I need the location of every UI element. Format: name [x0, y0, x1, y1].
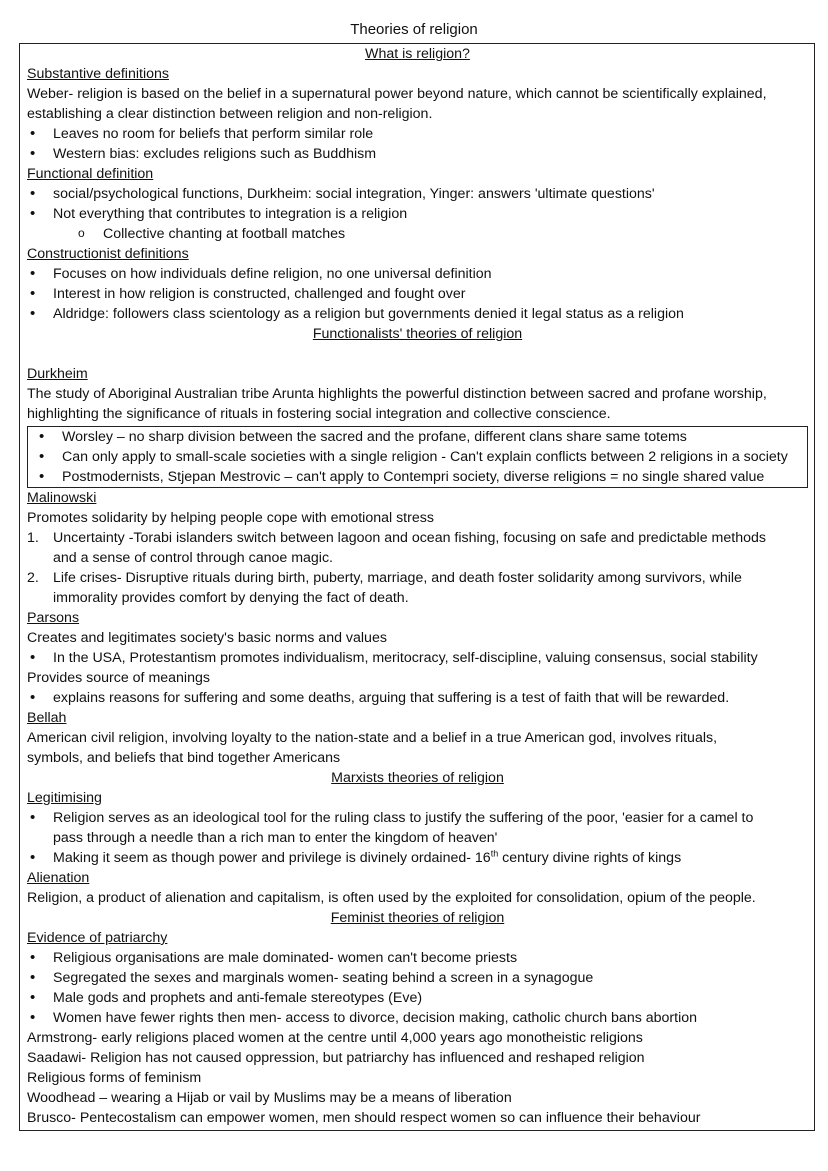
- malinowski-text: Promotes solidarity by helping people cope with emotional stress: [27, 510, 434, 526]
- subheading-bellah: Bellah: [27, 710, 67, 726]
- feminist-line-brusco: Brusco- Pentecostalism can empower women, men should respect women so can influence their behaviour: [27, 1110, 701, 1126]
- subheading-patriarchy: Evidence of patriarchy: [27, 930, 168, 946]
- bullet-line2: pass through a needle than a rich man to enter the kingdom of heaven': [53, 830, 498, 846]
- subheading-functional: Functional definition: [27, 166, 154, 182]
- substantive-bullet: • Leaves no room for beliefs that perform similar role: [27, 124, 808, 144]
- feminist-line-woodhead: Woodhead – wearing a Hijab or vail by Muslims may be a means of liberation: [27, 1090, 512, 1106]
- patriarchy-bullet: • Segregated the sexes and marginals women- seating behind a screen in a synagogue: [27, 968, 808, 988]
- patriarchy-bullet: • Religious organisations are male dominated- women can't become priests: [27, 948, 808, 968]
- subheading-constructionist: Constructionist definitions: [27, 246, 189, 262]
- bullet-line1: • Religion serves as an ideological tool for the ruling class to justify the suffering of the poor, 'easier for a camel to: [53, 810, 754, 826]
- document-title: Theories of religion: [350, 21, 478, 38]
- bellah-text-line1: American civil religion, involving loyalty to the nation-state and a belief in a true American god, involves rituals,: [27, 730, 718, 746]
- durkheim-critique-box: [27, 426, 808, 488]
- functional-bullet: • social/psychological functions, Durkheim: social integration, Yinger: answers 'ultimate questions': [27, 184, 808, 204]
- constructionist-bullet: • Focuses on how individuals define religion, no one universal definition: [27, 264, 808, 284]
- bullet2-text-a: Making it seem as though power and privilege is divinely ordained- 16: [53, 850, 491, 866]
- item-number: 1.: [27, 530, 39, 546]
- section-heading-what-is-religion: What is religion?: [365, 46, 470, 62]
- spacer: [27, 344, 808, 364]
- subheading-durkheim: Durkheim: [27, 366, 88, 382]
- item-line1: Uncertainty -Torabi islanders switch between lagoon and ocean fishing, focusing on safe and predictable methods: [53, 530, 766, 546]
- durkheim-critique: • Worsley – no sharp division between the sacred and the profane, different clans share same totems: [36, 427, 807, 447]
- malinowski-item: [27, 528, 808, 568]
- subheading-malinowski: Malinowski: [27, 490, 97, 506]
- malinowski-item: [27, 568, 808, 608]
- constructionist-bullet: • Interest in how religion is constructed, challenged and fought over: [27, 284, 808, 304]
- patriarchy-bullet: • Male gods and prophets and anti-female stereotypes (Eve): [27, 988, 808, 1008]
- functional-bullet: • Not everything that contributes to integration is a religion: [27, 204, 808, 224]
- constructionist-bullet: • Aldridge: followers class scientology as a religion but governments denied it legal status as a religion: [27, 304, 808, 324]
- durkheim-critique: • Can only apply to small-scale societies with a single religion - Can't explain conflicts between 2 religions in a society: [36, 447, 807, 467]
- subheading-alienation: Alienation: [27, 870, 90, 886]
- parsons-bullet2: • explains reasons for suffering and some deaths, arguing that suffering is a test of faith that will be rewarded.: [27, 688, 808, 708]
- bellah-text-line2: symbols, and beliefs that bind together Americans: [27, 750, 341, 766]
- legitimising-bullet1: [27, 808, 808, 848]
- bullet2-text-b: century divine rights of kings: [498, 850, 682, 866]
- item-line2: and a sense of control through canoe magic.: [53, 550, 333, 566]
- subheading-legitimising: Legitimising: [27, 790, 102, 806]
- section-heading-functionalists: Functionalists' theories of religion: [312, 326, 523, 342]
- parsons-text2: Provides source of meanings: [27, 670, 210, 686]
- item-number: 2.: [27, 570, 39, 586]
- durkheim-text-line2: highlighting the significance of rituals in fostering social integration and collective conscience.: [27, 406, 611, 422]
- parsons-text1: Creates and legitimates society's basic norms and values: [27, 630, 387, 646]
- patriarchy-bullet: • Women have fewer rights then men- access to divorce, decision making, catholic church bans abortion: [27, 1008, 808, 1028]
- feminist-line-armstrong: Armstrong- early religions placed women at the centre until 4,000 years ago monotheistic religions: [27, 1030, 643, 1046]
- section-heading-feminists: Feminist theories of religion: [330, 910, 505, 926]
- subheading-parsons: Parsons: [27, 610, 80, 626]
- legitimising-bullet2: [27, 848, 808, 868]
- alienation-text: Religion, a product of alienation and capitalism, is often used by the exploited for consolidation, opium of the people.: [27, 890, 756, 906]
- substantive-bullet: • Western bias: excludes religions such as Buddhism: [27, 144, 808, 164]
- item-line1: Life crises- Disruptive rituals during birth, puberty, marriage, and death foster solidarity among survivors, while: [53, 570, 742, 586]
- subheading-substantive: Substantive definitions: [27, 66, 169, 82]
- durkheim-critique: • Postmodernists, Stjepan Mestrovic – can't apply to Contempri society, diverse religions = no single shared value: [36, 467, 807, 487]
- durkheim-text-line1: The study of Aboriginal Australian tribe Arunta highlights the powerful distinction between sacred and profane worship,: [27, 386, 767, 402]
- ordinal-suffix: th: [490, 848, 499, 859]
- functional-sub-bullet: o Collective chanting at football matches: [27, 224, 808, 244]
- section-heading-marxists: Marxists theories of religion: [331, 770, 504, 786]
- feminist-line-religious-feminism: Religious forms of feminism: [27, 1070, 202, 1086]
- feminist-line-saadawi: Saadawi- Religion has not caused oppression, but patriarchy has influenced and reshaped religion: [27, 1050, 645, 1066]
- substantive-text-line1: Weber- religion is based on the belief in a supernatural power beyond nature, which cannot be scientifically explained,: [27, 86, 767, 102]
- parsons-bullet1: • In the USA, Protestantism promotes individualism, meritocracy, self-discipline, valuing consensus, social stability: [27, 648, 808, 668]
- substantive-text-line2: establishing a clear distinction between religion and non-religion.: [27, 106, 433, 122]
- item-line2: immorality provides comfort by denying the fact of death.: [53, 590, 409, 606]
- content-frame: [19, 43, 815, 1131]
